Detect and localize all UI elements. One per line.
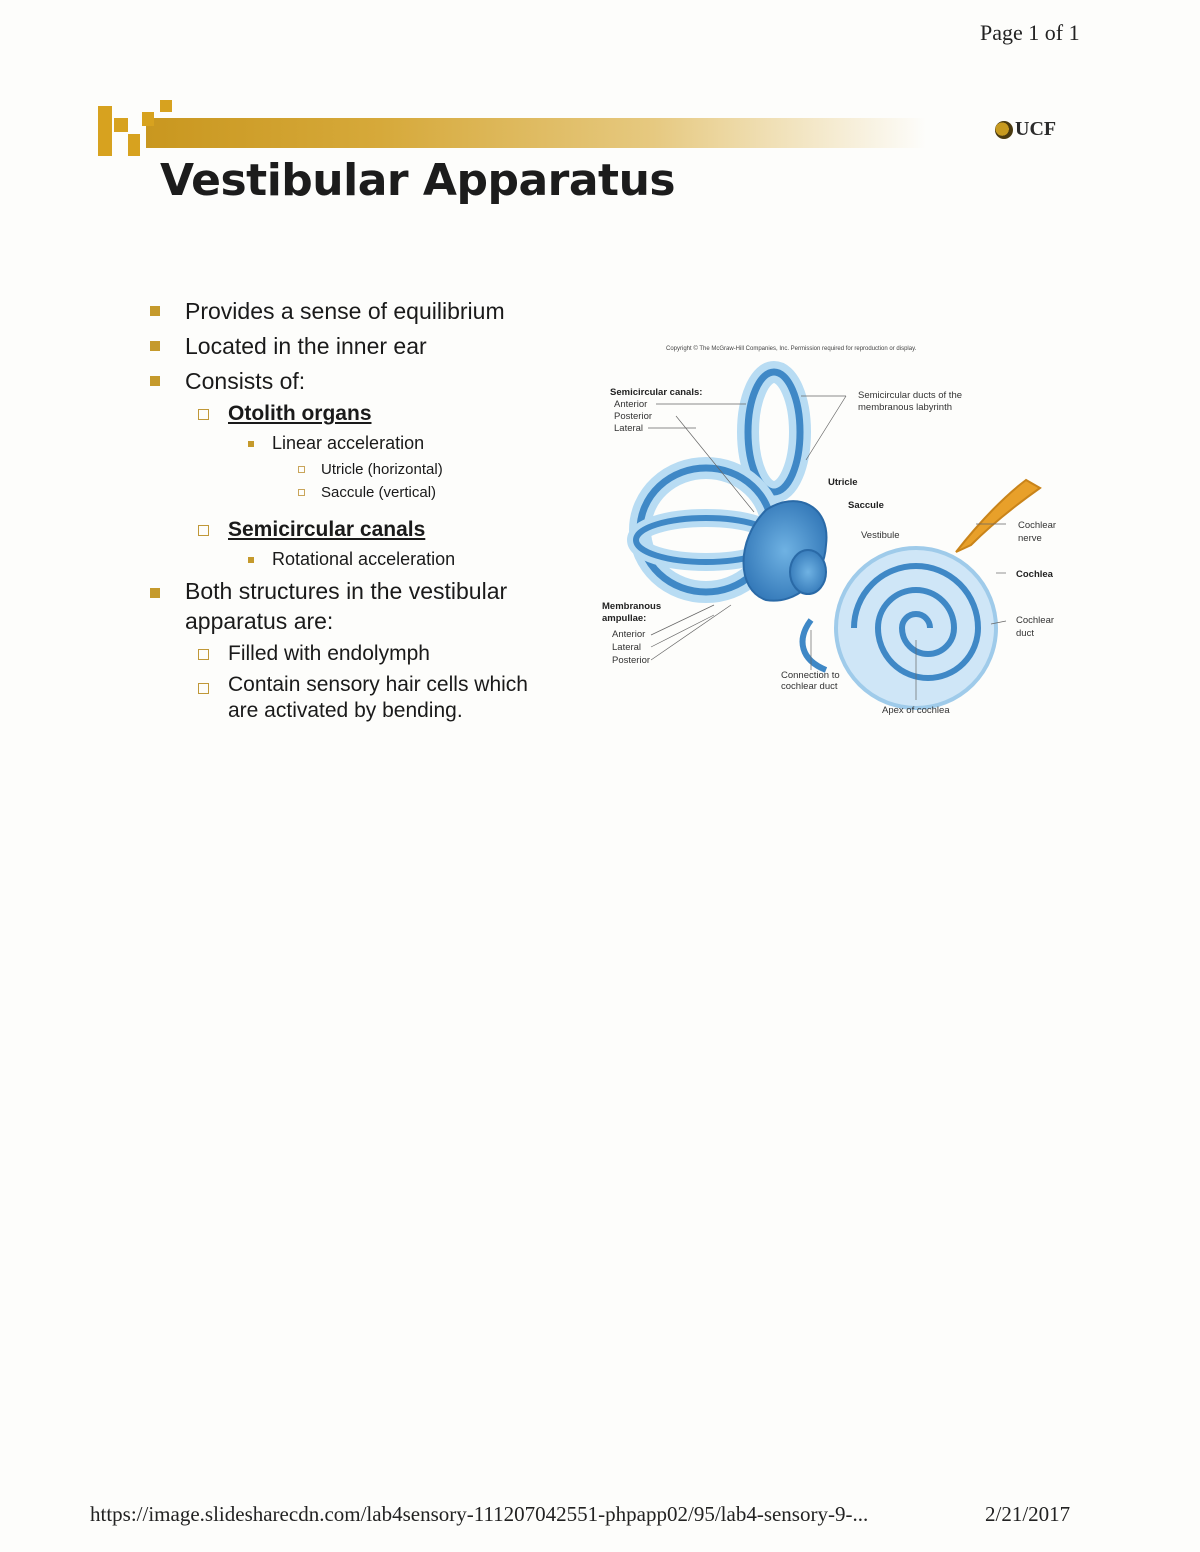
label-amp-lateral: Lateral [612,642,642,653]
list-item: Both structures in the vestibular apparatus are: [140,576,580,636]
label-membranous-ampullae-2: ampullae: [602,613,647,624]
label-amp-anterior: Anterior [612,629,646,640]
label-cochlear-nerve-2: nerve [1018,533,1042,544]
label-connection: Connection to [781,670,840,681]
list-item: Provides a sense of equilibrium [140,294,580,328]
label-cochlear-nerve: Cochlear [1018,520,1057,531]
decor-square [114,118,128,132]
list-item: Filled with endolymph [140,638,580,670]
label-semicircular-canals: Semicircular canals: [610,387,703,398]
footer-url: https://image.slidesharecdn.com/lab4sensory-111207042551-phpapp02/95/lab4-sensory-9-... [90,1502,869,1526]
label-cochlear-duct: Cochlear [1016,615,1055,626]
decor-square [160,100,172,112]
label-semicircular-ducts: Semicircular ducts of the [858,390,963,401]
list-item: Located in the inner ear [140,329,580,363]
label-utricle: Utricle [828,477,858,488]
label-membranous-labyrinth: membranous labyrinth [858,402,952,413]
list-item: Saccule (vertical) [140,481,580,504]
gold-gradient-band [146,118,926,148]
label-membranous-ampullae: Membranous [602,601,662,612]
label-vestibule: Vestibule [861,530,900,541]
list-item: Utricle (horizontal) [140,458,580,481]
ucf-logo [995,118,1056,141]
label-lateral: Lateral [614,423,644,434]
label-connection-2: cochlear duct [781,681,838,692]
list-item: Linear acceleration [140,430,580,456]
label-saccule: Saccule [848,500,884,511]
label-amp-posterior: Posterior [612,655,651,666]
list-item: Rotational acceleration [140,546,580,572]
bullet-list [140,294,580,724]
decor-square [98,106,112,156]
label-anterior: Anterior [614,399,648,410]
inner-ear-diagram [596,340,1070,730]
title-decoration-bar [98,100,818,160]
slide-title: Vestibular Apparatus [160,155,676,206]
label-apex-of-cochlea: Apex of cochlea [882,705,950,716]
saccule-shape [790,550,826,594]
list-item: Otolith organs [140,398,580,430]
pegasus-icon [995,121,1013,139]
decor-square [128,134,140,156]
figure-copyright: Copyright © The McGraw-Hill Companies, Inc. Permission required for reproduction or display. [666,346,917,352]
list-item: Semicircular canals [140,514,580,546]
footer-date: 2/21/2017 [985,1502,1071,1526]
list-item: Consists of: [140,364,580,398]
page-number: Page 1 of 1 [980,20,1080,45]
decor-square [142,112,154,126]
label-posterior: Posterior [614,411,653,422]
label-cochlear-duct-2: duct [1016,628,1034,639]
list-item: Contain sensory hair cells which are activated by bending. [140,672,580,724]
label-cochlea: Cochlea [1016,569,1053,580]
logo-text: UCF [1015,118,1057,140]
